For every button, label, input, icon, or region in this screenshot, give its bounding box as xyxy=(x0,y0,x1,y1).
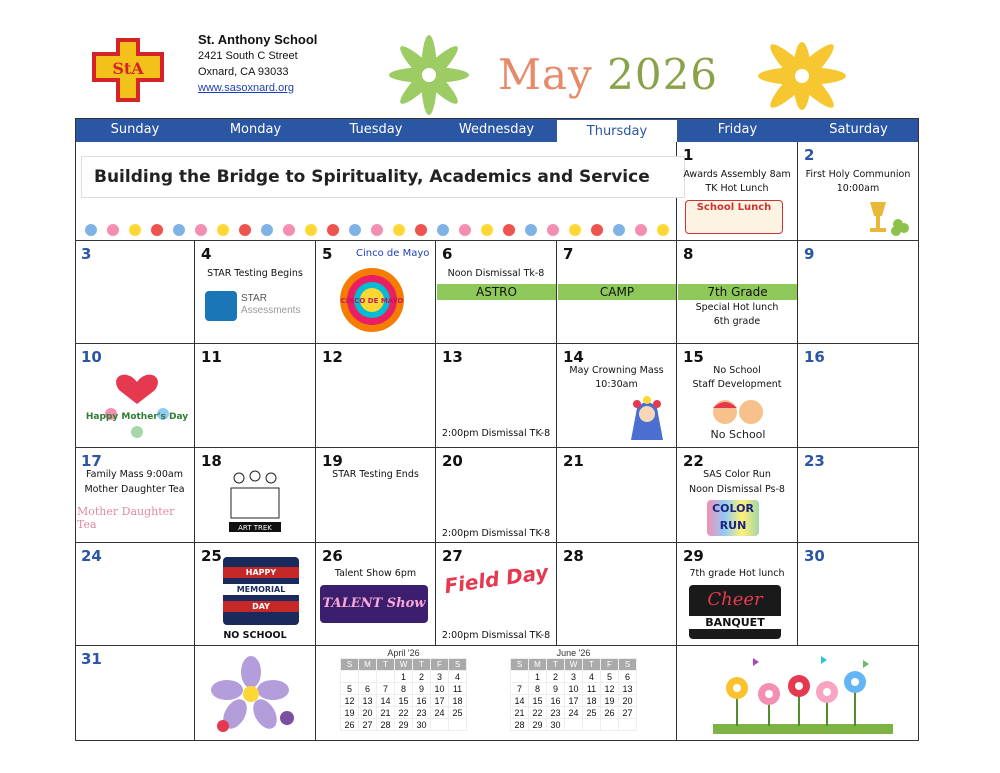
day-number: 13 xyxy=(442,348,463,366)
month-name: May xyxy=(498,50,593,99)
mother-daughter-tea-image: Mother Daughter Tea xyxy=(77,505,175,531)
day-number: 26 xyxy=(322,547,343,565)
art-trek-icon xyxy=(225,468,285,536)
day-cell-17 xyxy=(75,448,195,543)
day-number: 23 xyxy=(804,452,825,470)
day-cell-9 xyxy=(798,241,919,344)
event-text: Staff Development xyxy=(692,379,782,390)
day-cell-29 xyxy=(677,543,798,646)
star-logo-icon xyxy=(205,291,237,321)
day-cell-4 xyxy=(195,241,316,344)
mini-calendar-title: June '26 xyxy=(556,648,591,658)
mary-crowning-icon xyxy=(623,394,671,440)
day-cell-10 xyxy=(75,344,195,448)
day-cell-30 xyxy=(798,543,919,646)
garden-cell xyxy=(677,646,919,741)
field-day-image: Field Day xyxy=(442,559,550,599)
purple-flower-icon xyxy=(211,656,301,736)
svg-text:ART TREK: ART TREK xyxy=(238,524,272,532)
memorial-day-image: HAPPY MEMORIAL DAY xyxy=(223,557,299,625)
day-cell-16 xyxy=(798,344,919,448)
day-cell-5 xyxy=(316,241,436,344)
color-run-image: COLOR RUN xyxy=(707,500,759,536)
mini-calendars-cell xyxy=(316,646,677,741)
school-name: St. Anthony School xyxy=(198,32,318,47)
event-text: Awards Assembly 8am xyxy=(683,169,791,180)
day-number: 14 xyxy=(563,348,584,366)
day-cell-13 xyxy=(436,344,557,448)
day-number: 4 xyxy=(201,245,212,263)
event-text: NO SCHOOL xyxy=(223,630,287,641)
mini-calendar-april: April '26 S M T W T F S 1 2 3 4 5 6 7 8 9 10 11 12 13 14 15 16 17 18 19 20 21 22 23 24 25 26 27 28 29 30 xyxy=(340,648,467,731)
day-cell-18 xyxy=(195,448,316,543)
school-address: 2421 South C Street xyxy=(198,50,298,62)
day-number: 15 xyxy=(683,348,704,366)
astro-bar: ASTRO xyxy=(437,284,556,300)
dow-thursday: Thursday xyxy=(557,118,677,142)
day-number: 25 xyxy=(201,547,222,565)
day-number: 19 xyxy=(322,452,343,470)
event-text: Talent Show 6pm xyxy=(334,568,417,579)
day-number: 30 xyxy=(804,547,825,565)
day-number: 7 xyxy=(563,245,574,263)
day-number: 5 xyxy=(322,245,333,263)
event-text: SAS Color Run xyxy=(703,469,771,480)
day-number: 3 xyxy=(81,245,92,263)
day-number: 2 xyxy=(804,146,815,164)
flower-garden-icon xyxy=(713,652,893,736)
day-cell-28 xyxy=(557,543,677,646)
event-text: STAR Testing Begins xyxy=(207,268,303,279)
communion-chalice-icon xyxy=(856,198,912,236)
green-flower-icon xyxy=(373,38,485,112)
event-text: STAR Testing Ends xyxy=(332,469,419,480)
day-number: 21 xyxy=(563,452,584,470)
day-cell-25 xyxy=(195,543,316,646)
month-title xyxy=(498,50,718,99)
day-number: 12 xyxy=(322,348,343,366)
school-info xyxy=(198,32,317,96)
day-number: 18 xyxy=(201,452,222,470)
event-text: Noon Dismissal Tk-8 xyxy=(447,268,545,279)
event-text: 10:00am xyxy=(836,183,880,194)
no-school-icon xyxy=(705,396,771,440)
event-text: TK Hot Lunch xyxy=(705,183,769,194)
day-cell-31 xyxy=(75,646,195,741)
event-text: Noon Dismissal Ps-8 xyxy=(689,484,785,495)
day-cell-14 xyxy=(557,344,677,448)
assessments-label: Assessments xyxy=(241,305,301,316)
day-number: 31 xyxy=(81,650,102,668)
day-cell-20 xyxy=(436,448,557,543)
day-cell-19 xyxy=(316,448,436,543)
event-text: 2:00pm Dismissal TK-8 xyxy=(441,428,551,439)
dow-tuesday: Tuesday xyxy=(316,118,436,142)
cinco-de-mayo-icon xyxy=(334,265,410,335)
school-city: Oxnard, CA 93033 xyxy=(198,66,289,78)
dow-wednesday: Wednesday xyxy=(436,118,557,142)
day-number: 8 xyxy=(683,245,694,263)
school-lunch-image: School Lunch xyxy=(685,200,783,234)
day-cell-12 xyxy=(316,344,436,448)
day-cell-23 xyxy=(798,448,919,543)
school-logo xyxy=(92,38,164,102)
day-number: 24 xyxy=(81,547,102,565)
event-text: Mother Daughter Tea xyxy=(84,484,185,495)
year: 2026 xyxy=(607,50,719,99)
day-cell-1 xyxy=(677,142,798,241)
event-text: Cinco de Mayo xyxy=(356,248,430,259)
event-text: 2:00pm Dismissal TK-8 xyxy=(441,528,551,539)
day-number: 20 xyxy=(442,452,463,470)
day-cell-22 xyxy=(677,448,798,543)
day-number: 10 xyxy=(81,348,102,366)
svg-text:Happy Mother's Day: Happy Mother's Day xyxy=(85,412,189,422)
day-cell-26 xyxy=(316,543,436,646)
day-cell-15 xyxy=(677,344,798,448)
banner-title: Building the Bridge to Spirituality, Academics and Service xyxy=(81,156,685,198)
day-number: 29 xyxy=(683,547,704,565)
day-cell-27 xyxy=(436,543,557,646)
event-text: Special Hot lunch xyxy=(695,302,779,313)
cheer-banquet-image: Cheer BANQUET xyxy=(689,585,781,639)
school-website-link[interactable]: www.sasoxnard.org xyxy=(198,82,294,94)
calendar-grid xyxy=(75,118,919,741)
camp-bar: CAMP xyxy=(558,284,676,300)
event-text: Family Mass 9:00am xyxy=(86,469,183,480)
event-text: 2:00pm Dismissal TK-8 xyxy=(441,630,551,641)
day-number: 22 xyxy=(683,452,704,470)
logo-text: StA xyxy=(112,59,144,78)
day-number: 9 xyxy=(804,245,815,263)
dow-sunday: Sunday xyxy=(75,118,195,142)
yellow-flower-icon xyxy=(742,40,862,112)
star-label: STAR xyxy=(241,293,267,304)
event-text: 6th grade xyxy=(713,316,761,327)
event-text: May Crowning Mass xyxy=(569,365,664,376)
day-cell-3 xyxy=(75,241,195,344)
day-cell-24 xyxy=(75,543,195,646)
dow-saturday: Saturday xyxy=(798,118,919,142)
seventh-grade-bar: 7th Grade xyxy=(678,284,797,300)
day-cell-2 xyxy=(798,142,919,241)
day-number: 17 xyxy=(81,452,102,470)
svg-text:No School: No School xyxy=(710,428,766,441)
event-text: 10:30am xyxy=(595,379,638,390)
talent-show-image: TALENT Show xyxy=(320,585,428,623)
mini-calendar-title: April '26 xyxy=(387,648,420,658)
banner-cell xyxy=(75,142,677,241)
day-cell-21 xyxy=(557,448,677,543)
day-number: 16 xyxy=(804,348,825,366)
day-cell-11 xyxy=(195,344,316,448)
event-text: 7th grade Hot lunch xyxy=(689,568,785,579)
day-number: 6 xyxy=(442,245,453,263)
dow-friday: Friday xyxy=(677,118,798,142)
day-number: 28 xyxy=(563,547,584,565)
mini-calendar-june: June '26 S M T W T F S 1 2 3 4 5 6 7 8 9 10 11 12 13 14 15 16 17 18 19 20 21 22 23 24 25 26 27 28 29 30 xyxy=(510,648,637,731)
flower-border-icon xyxy=(79,220,671,240)
day-number: 1 xyxy=(683,146,694,164)
svg-text:CINCO DE MAYO: CINCO DE MAYO xyxy=(340,297,404,305)
event-text: First Holy Communion xyxy=(805,169,911,180)
event-text: No School xyxy=(713,365,761,376)
flower-cell xyxy=(195,646,316,741)
day-number: 27 xyxy=(442,547,463,565)
mothers-day-icon xyxy=(85,364,189,442)
day-number: 11 xyxy=(201,348,222,366)
dow-monday: Monday xyxy=(195,118,316,142)
